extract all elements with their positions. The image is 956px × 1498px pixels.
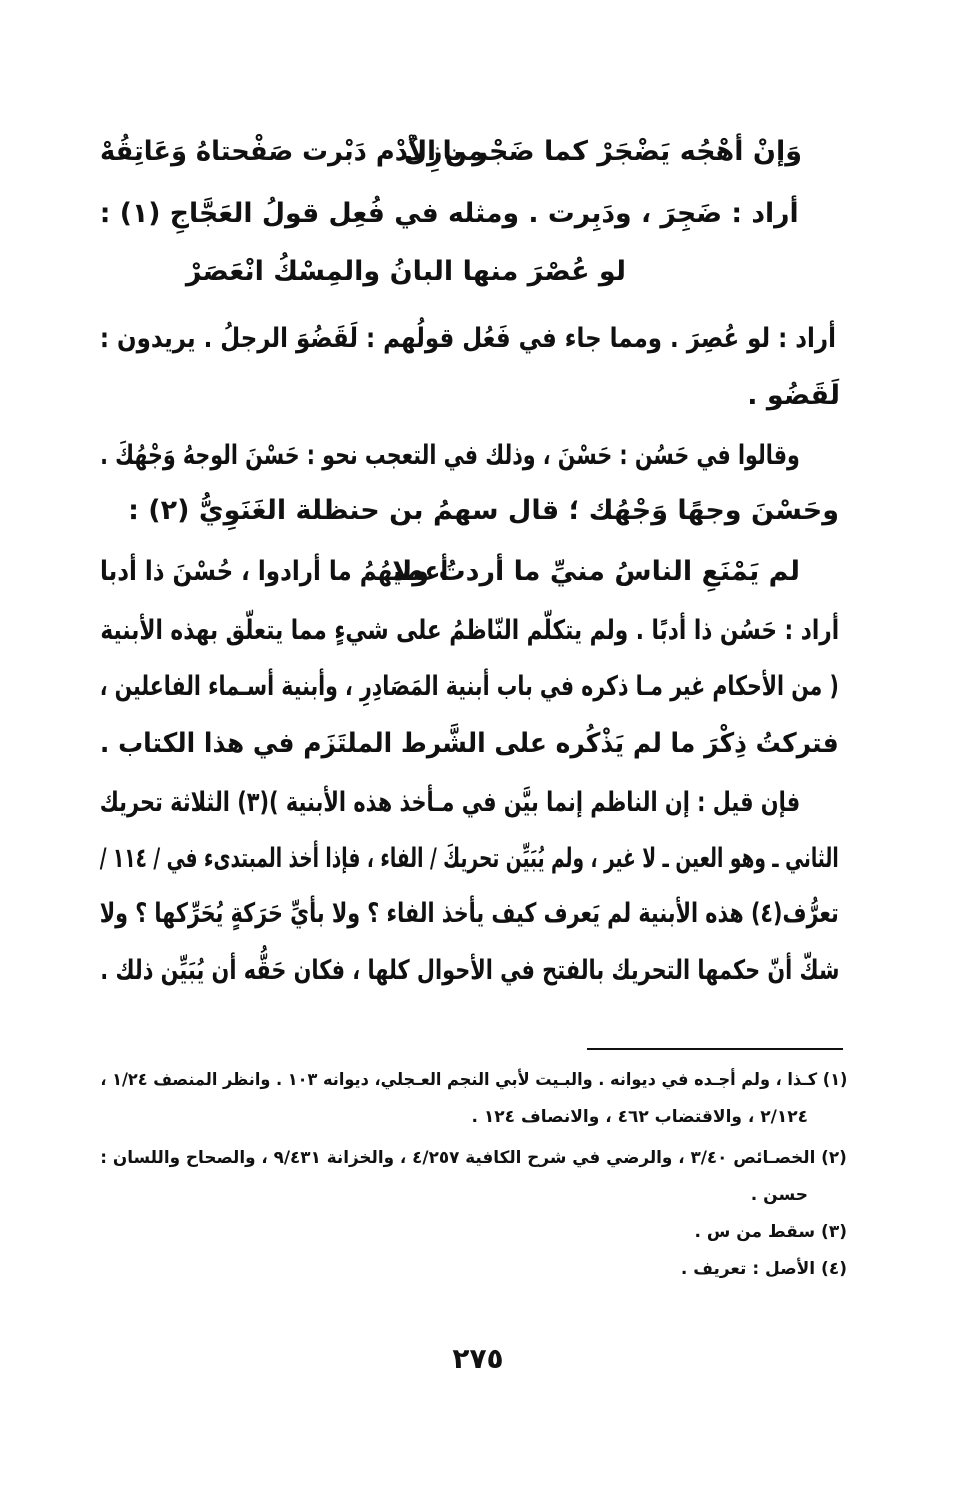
body-line-11: الثاني ـ وهو العين ـ لا غير ، ولم يُبَيِّن تحريكَ / الفاء ، فإذا أخذ المبتدىء في / ١١٤ / (99, 843, 839, 874)
body-line-1: أراد : ضَجِرَ ، ودَبِرت . ومثله في فُعِل قولُ العَجَّاجِ (١) : (100, 198, 800, 229)
body-line-9: فتركتُ ذِكْرَ ما لم يَذْكُره على الشَّرط الملتَزَم في هذا الكتاب . (100, 728, 839, 759)
verse1-first-hemistich: وَإنْ أهْجُه يَضْجَرْ كما ضَجْر بازِلٌ (403, 136, 802, 167)
body-line-4: لَقَضُو . (747, 380, 840, 411)
verse2-first-hemistich: لم يَمْنَعِ الناسُ منيِّ ما أردتُ ولا (392, 556, 800, 587)
body-line-3: أراد : لو عُصِرَ . ومما جاء في فَعُل قولُهم : لَقَضُوَ الرجلُ . يريدون : (99, 323, 836, 354)
footnote-1-line-2: ٢/١٢٤ ، والاقتضاب ٤٦٢ ، والانصاف ١٢٤ . (471, 1107, 808, 1127)
footnote-2-line-1: (٢) الخصـائص ٣/٤٠ ، والرضي في شرح الكافية ٤/٢٥٧ ، والخزانة ٩/٤٣١ ، والصحاح واللسان : (100, 1148, 847, 1168)
verse2-second-hemistich: أعطيهُمُ ما أرادوا ، حُسْنَ ذا أدبا (99, 556, 448, 587)
body-line-5: وقالوا في حَسُن : حَسْنَ ، وذلك في التعجب نحو : حَسْنَ الوجهُ وَجْهُكَ . (100, 440, 800, 471)
footnote-4: (٤) الأصل : تعريف . (680, 1259, 847, 1279)
page-number: ٢٧٥ (452, 1342, 504, 1375)
body-line-6: وحَسْنَ وجهًا وَجْهُك ؛ قال سهمُ بن حنظلة الغَنَوِيُّ (٢) : (128, 495, 839, 526)
footnote-separator (587, 1048, 843, 1050)
footnote-2-line-2: حسن . (750, 1185, 808, 1205)
footnote-3: (٣) سقط من س . (694, 1222, 847, 1242)
body-line-12: تعرُّف(٤) هذه الأبنية لم يَعرف كيف يأخذ الفاء ؟ ولا بأيِّ حَرَكةٍ يُحَرِّكها ؟ ولا (99, 898, 839, 929)
body-line-2-verse: لو عُصْرَ منها البانُ والمِسْكُ انْعَصَرْ (185, 256, 626, 287)
verse1-second-hemistich: من الأدْم دَبْرت صَفْحتاهُ وَعَاتِقُهْ (100, 136, 484, 167)
body-line-7: أراد : حَسُن ذا أدبًا . ولم يتكلّم النّاظمُ على شيءٍ مما يتعلّق بهذه الأبنية (100, 615, 839, 646)
body-line-10: فإن قيل : إن الناظم إنما بيَّن في مـأخذ هذه الأبنية )(٣) الثلاثة تحريك (99, 787, 800, 818)
body-line-8: ( من الأحكام غير مـا ذكره في باب أبنية المَصَادِرِ ، وأبنية أسـماء الفاعلين ، (99, 671, 839, 702)
body-line-13: شكّ أنّ حكمها التحريك بالفتح في الأحوال كلها ، فكان حَقُّه أن يُبَيِّن ذلك . (99, 955, 839, 986)
footnote-1-line-1: (١) كـذا ، ولم أجـده في ديوانه . والبـيت لأبي النجم العـجلي، ديوانه ١٠٣ . وانظر المنصف ١/٢٤ ، (99, 1070, 847, 1090)
